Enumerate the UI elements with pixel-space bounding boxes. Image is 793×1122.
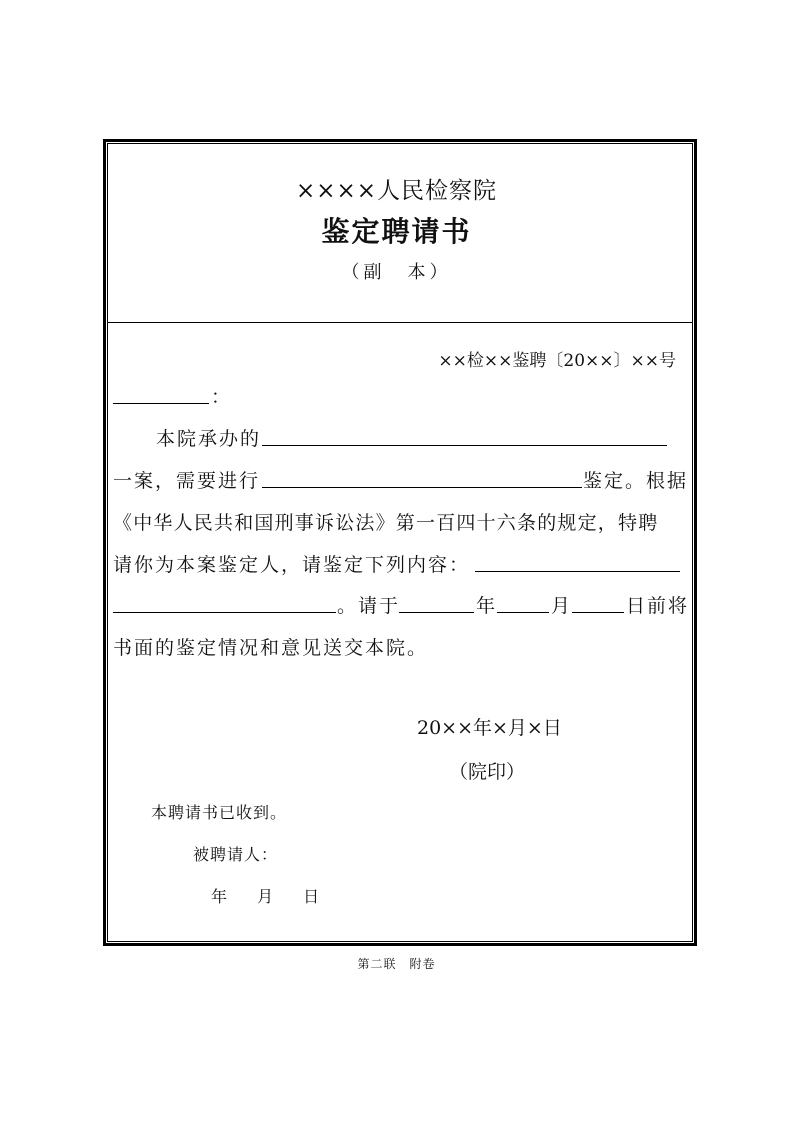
deadline-month-label: 月	[551, 595, 573, 617]
legal-basis-text: 《中华人民共和国刑事诉讼法》第一百四十六条的规定，特聘	[113, 512, 659, 534]
appraisal-content-blank-2[interactable]	[113, 612, 336, 613]
case-name-blank[interactable]	[262, 445, 667, 446]
appraisal-basis-text: 鉴定。根据	[583, 470, 689, 492]
case-intro-text: 本院承办的	[156, 428, 262, 450]
copy-label: （副 本）	[341, 262, 452, 283]
issue-date: 20××年×月×日	[417, 717, 562, 739]
court-seal-label: （院印）	[449, 761, 526, 783]
appraisal-need-text: 一案，需要进行	[113, 470, 261, 492]
header-separator	[107, 322, 693, 323]
receipt-acknowledgement: 本聘请书已收到。	[151, 803, 288, 822]
appraisal-content-blank-1[interactable]	[475, 571, 680, 572]
appointee-label: 被聘请人：	[193, 845, 279, 864]
copy-designation-footer: 第二联 附卷	[357, 957, 436, 971]
deadline-year-label: 年	[476, 595, 498, 617]
addressee-blank[interactable]	[113, 403, 209, 404]
document-number: ××检××鉴聘〔20××〕××号	[438, 351, 676, 371]
receipt-date-blank: 年 月 日	[211, 887, 323, 906]
deadline-please-text: 。请于	[337, 595, 401, 617]
salutation-colon: ：	[211, 386, 233, 408]
appraisal-type-blank[interactable]	[262, 487, 582, 488]
deadline-month-blank[interactable]	[497, 612, 549, 613]
appraisal-request-text: 请你为本案鉴定人，请鉴定下列内容：	[113, 554, 471, 576]
deadline-year-blank[interactable]	[399, 612, 474, 613]
submission-instruction: 书面的鉴定情况和意见送交本院。	[113, 637, 429, 659]
deadline-day-label: 日前将	[626, 595, 690, 617]
form-title: 鉴定聘请书	[321, 215, 472, 248]
deadline-day-blank[interactable]	[572, 612, 624, 613]
procuratorate-name: ××××人民检察院	[295, 178, 498, 204]
